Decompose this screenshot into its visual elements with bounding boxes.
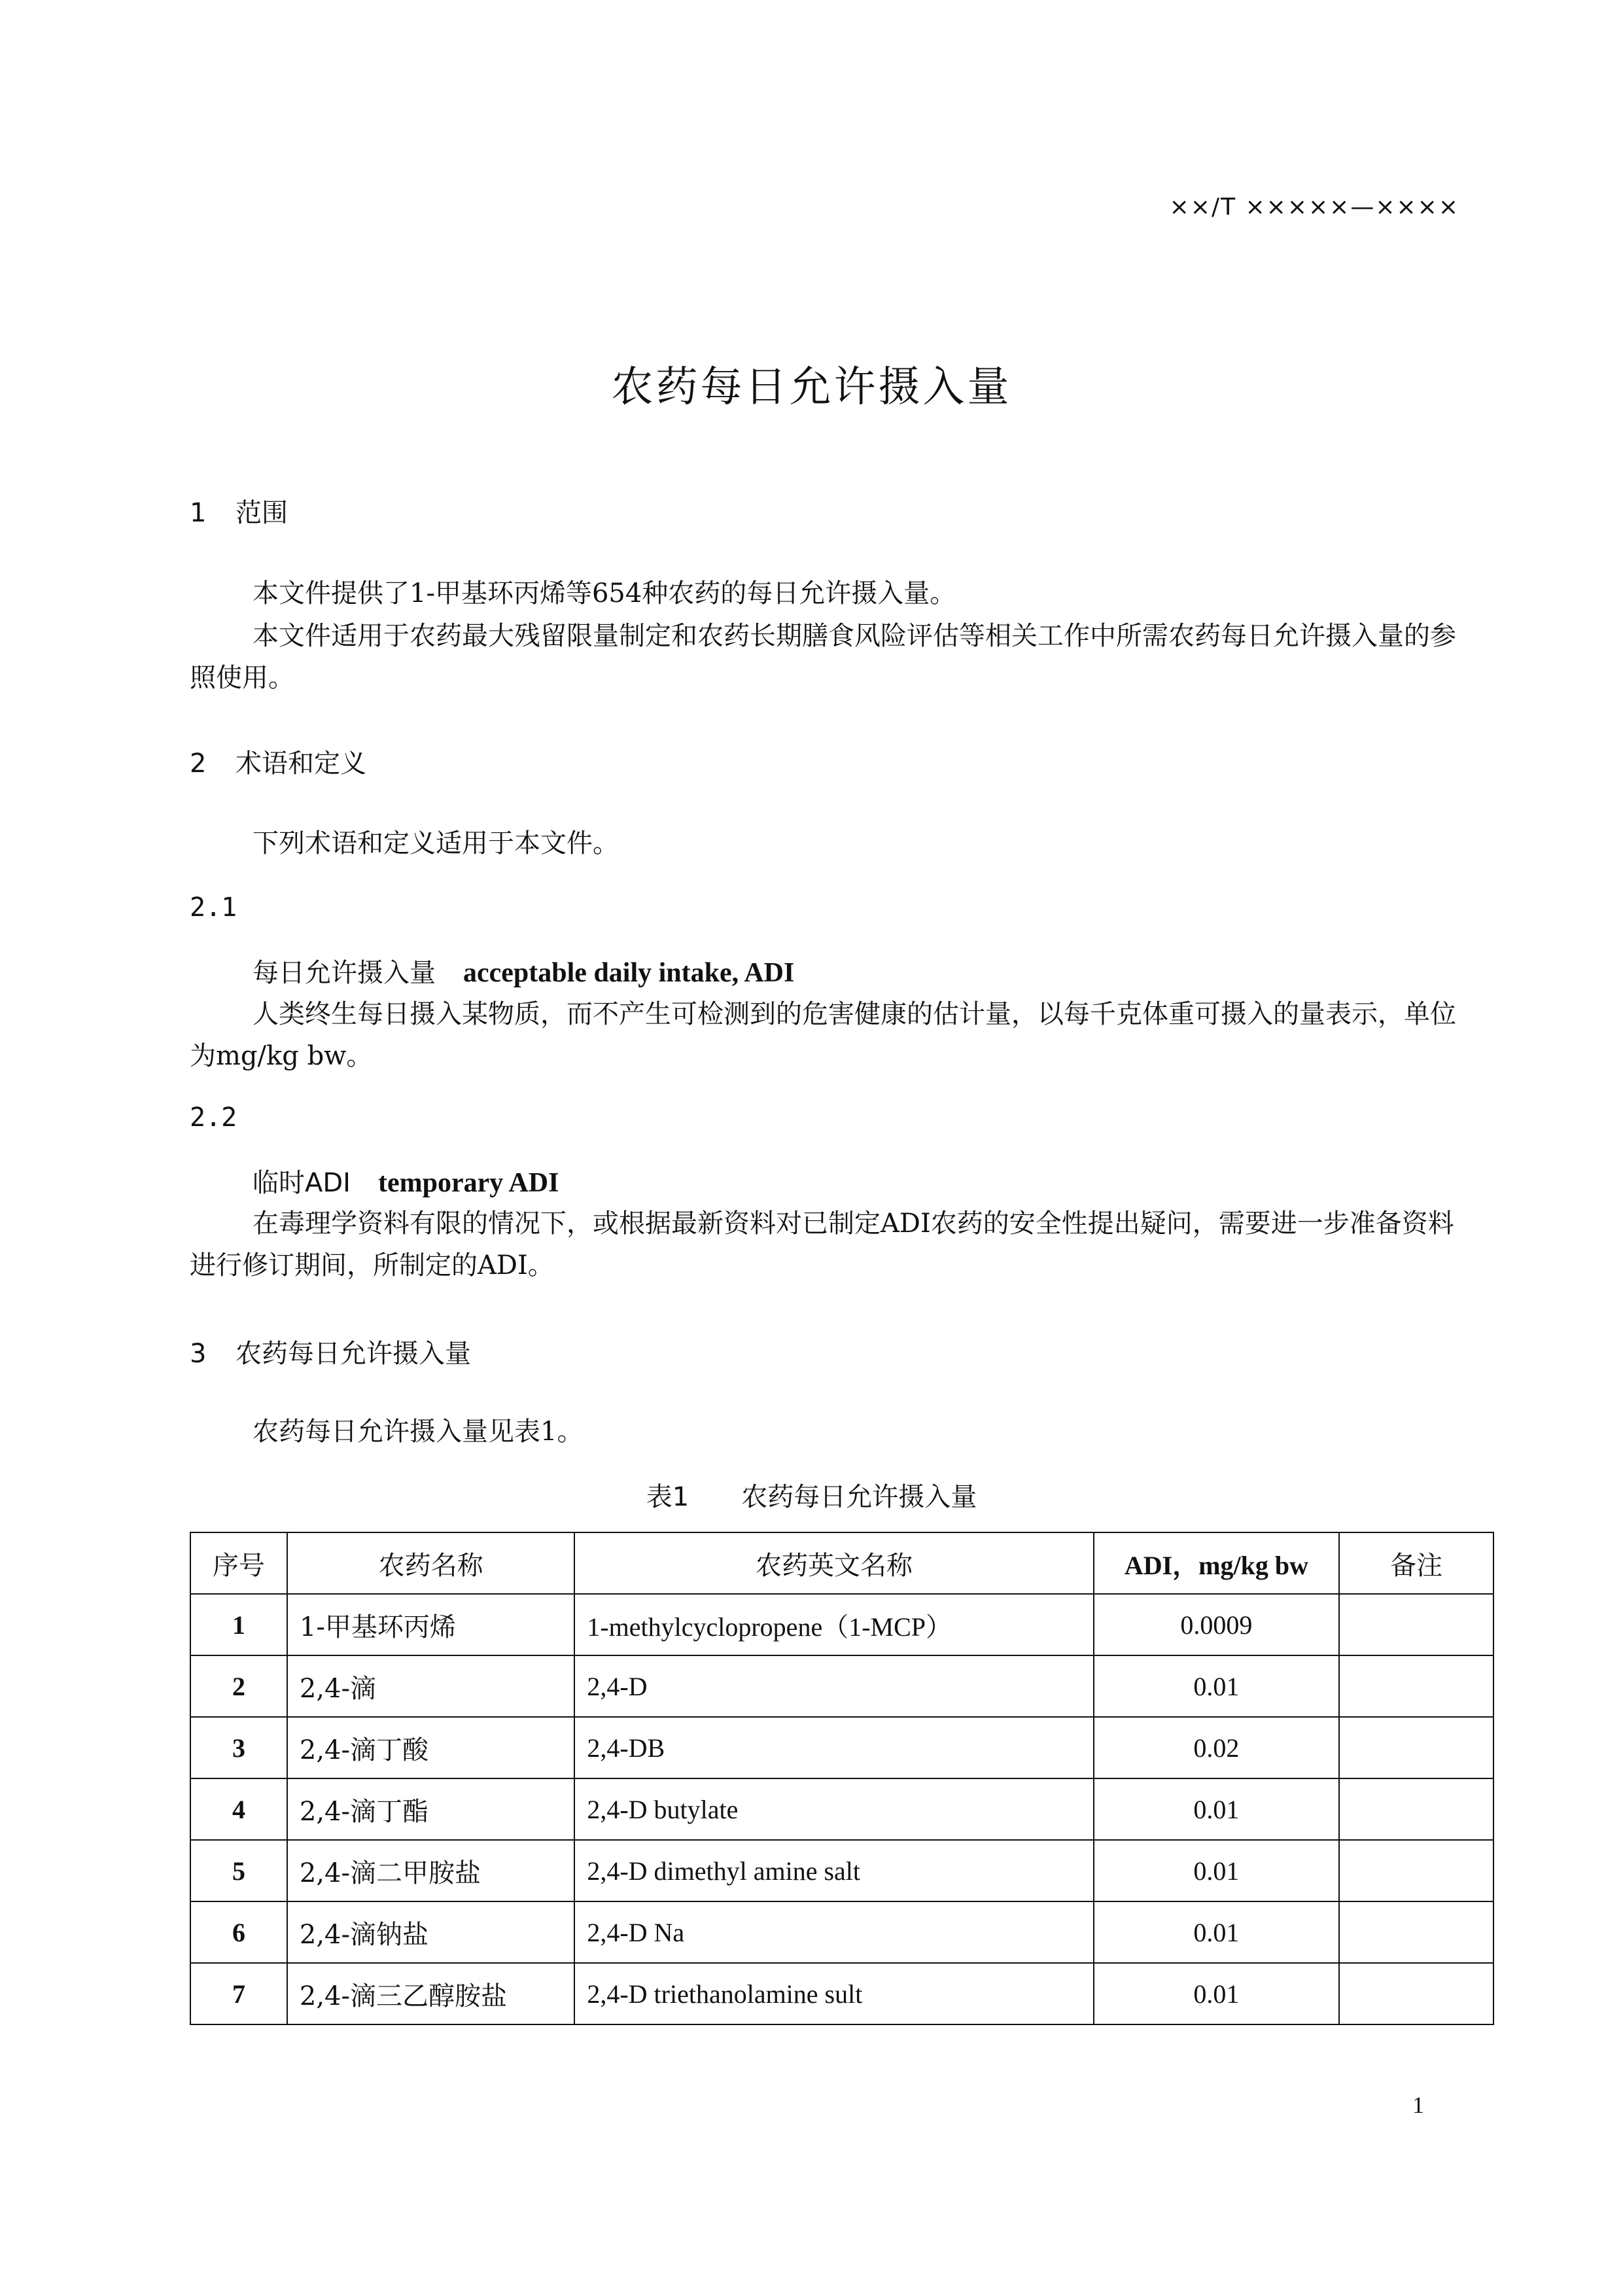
paragraph: 本文件提供了1-甲基环丙烯等654种农药的每日允许摄入量。 <box>253 578 956 609</box>
row-index: 5 <box>190 1840 287 1901</box>
standard-code: ××/T ×××××—×××× <box>1169 194 1459 221</box>
remarks <box>1339 1778 1493 1840</box>
term-entry <box>253 952 794 989</box>
adi-value: 0.01 <box>1094 1963 1340 2024</box>
adi-value: 0.02 <box>1094 1717 1340 1778</box>
page-number: 1 <box>1412 2092 1424 2118</box>
section-title: 范围 <box>236 498 288 528</box>
section-1-heading <box>190 492 288 529</box>
adi-value: 0.0009 <box>1094 1594 1340 1655</box>
term-chinese: 每日允许摄入量 <box>253 958 436 988</box>
table-caption-title: 农药每日允许摄入量 <box>741 1482 977 1512</box>
remarks <box>1339 1594 1493 1655</box>
section-2-heading <box>190 743 366 780</box>
table-caption <box>0 1476 1623 1513</box>
pesticide-english-name: 1-methylcyclopropene（1-MCP） <box>574 1594 1093 1655</box>
term-entry <box>253 1162 559 1199</box>
section-number: 3 <box>190 1339 207 1369</box>
remarks <box>1339 1655 1493 1717</box>
column-header: 农药英文名称 <box>574 1532 1093 1594</box>
row-index: 7 <box>190 1963 287 2024</box>
row-index: 4 <box>190 1778 287 1840</box>
pesticide-english-name: 2,4-D triethanolamine sult <box>574 1963 1093 2024</box>
adi-value: 0.01 <box>1094 1840 1340 1901</box>
document-title: 农药每日允许摄入量 <box>611 363 1012 412</box>
term-number: 2.1 <box>190 892 237 923</box>
pesticide-english-name: 2,4-D butylate <box>574 1778 1093 1840</box>
pesticide-english-name: 2,4-D Na <box>574 1901 1093 1963</box>
pesticide-name: 2,4-滴三乙醇胺盐 <box>287 1963 574 2024</box>
column-header: 备注 <box>1339 1532 1493 1594</box>
column-header: ADI，mg/kg bw <box>1094 1532 1340 1594</box>
table-row <box>190 1594 1493 1655</box>
row-index: 2 <box>190 1655 287 1717</box>
row-index: 6 <box>190 1901 287 1963</box>
paragraph: 下列术语和定义适用于本文件。 <box>253 828 619 858</box>
term-english: temporary ADI <box>377 1168 559 1198</box>
table-row <box>190 1717 1493 1778</box>
adi-value: 0.01 <box>1094 1901 1340 1963</box>
term-chinese: 临时ADI <box>253 1168 351 1198</box>
row-index: 3 <box>190 1717 287 1778</box>
table-caption-number: 表1 <box>646 1482 689 1512</box>
table-row <box>190 1963 1493 2024</box>
pesticide-name: 1-甲基环丙烯 <box>287 1594 574 1655</box>
adi-value: 0.01 <box>1094 1655 1340 1717</box>
table-row <box>190 1655 1493 1717</box>
pesticide-name: 2,4-滴二甲胺盐 <box>287 1840 574 1901</box>
pesticide-name: 2,4-滴丁酯 <box>287 1778 574 1840</box>
term-definition: 人类终生每日摄入某物质，而不产生可检测到的危害健康的估计量，以每千克体重可摄入的量表示，单位为mg/kg bw。 <box>190 999 1456 1071</box>
column-header: 序号 <box>190 1532 287 1594</box>
pesticide-english-name: 2,4-D dimethyl amine salt <box>574 1840 1093 1901</box>
term-english: acceptable daily intake, ADI <box>463 958 795 988</box>
table-row <box>190 1778 1493 1840</box>
term-definition: 在毒理学资料有限的情况下，或根据最新资料对已制定ADI农药的安全性提出疑问，需要进一步准备资料进行修订期间，所制定的ADI。 <box>190 1209 1454 1280</box>
section-title: 农药每日允许摄入量 <box>236 1339 471 1369</box>
adi-value: 0.01 <box>1094 1778 1340 1840</box>
remarks <box>1339 1963 1493 2024</box>
paragraph: 农药每日允许摄入量见表1。 <box>253 1417 584 1447</box>
pesticide-name: 2,4-滴 <box>287 1655 574 1717</box>
table-header-row <box>190 1532 1493 1594</box>
section-number: 2 <box>190 749 207 779</box>
section-3-heading <box>190 1333 471 1370</box>
pesticide-name: 2,4-滴钠盐 <box>287 1901 574 1963</box>
remarks <box>1339 1901 1493 1963</box>
table-row <box>190 1901 1493 1963</box>
adi-table <box>190 1532 1494 2025</box>
pesticide-english-name: 2,4-D <box>574 1655 1093 1717</box>
section-number: 1 <box>190 498 207 528</box>
table-row <box>190 1840 1493 1901</box>
column-header: 农药名称 <box>287 1532 574 1594</box>
section-title: 术语和定义 <box>236 749 366 779</box>
term-number: 2.2 <box>190 1103 237 1133</box>
pesticide-english-name: 2,4-DB <box>574 1717 1093 1778</box>
pesticide-name: 2,4-滴丁酸 <box>287 1717 574 1778</box>
remarks <box>1339 1717 1493 1778</box>
row-index: 1 <box>190 1594 287 1655</box>
paragraph: 本文件适用于农药最大残留限量制定和农药长期膳食风险评估等相关工作中所需农药每日允许摄入量的参照使用。 <box>190 621 1456 693</box>
remarks <box>1339 1840 1493 1901</box>
